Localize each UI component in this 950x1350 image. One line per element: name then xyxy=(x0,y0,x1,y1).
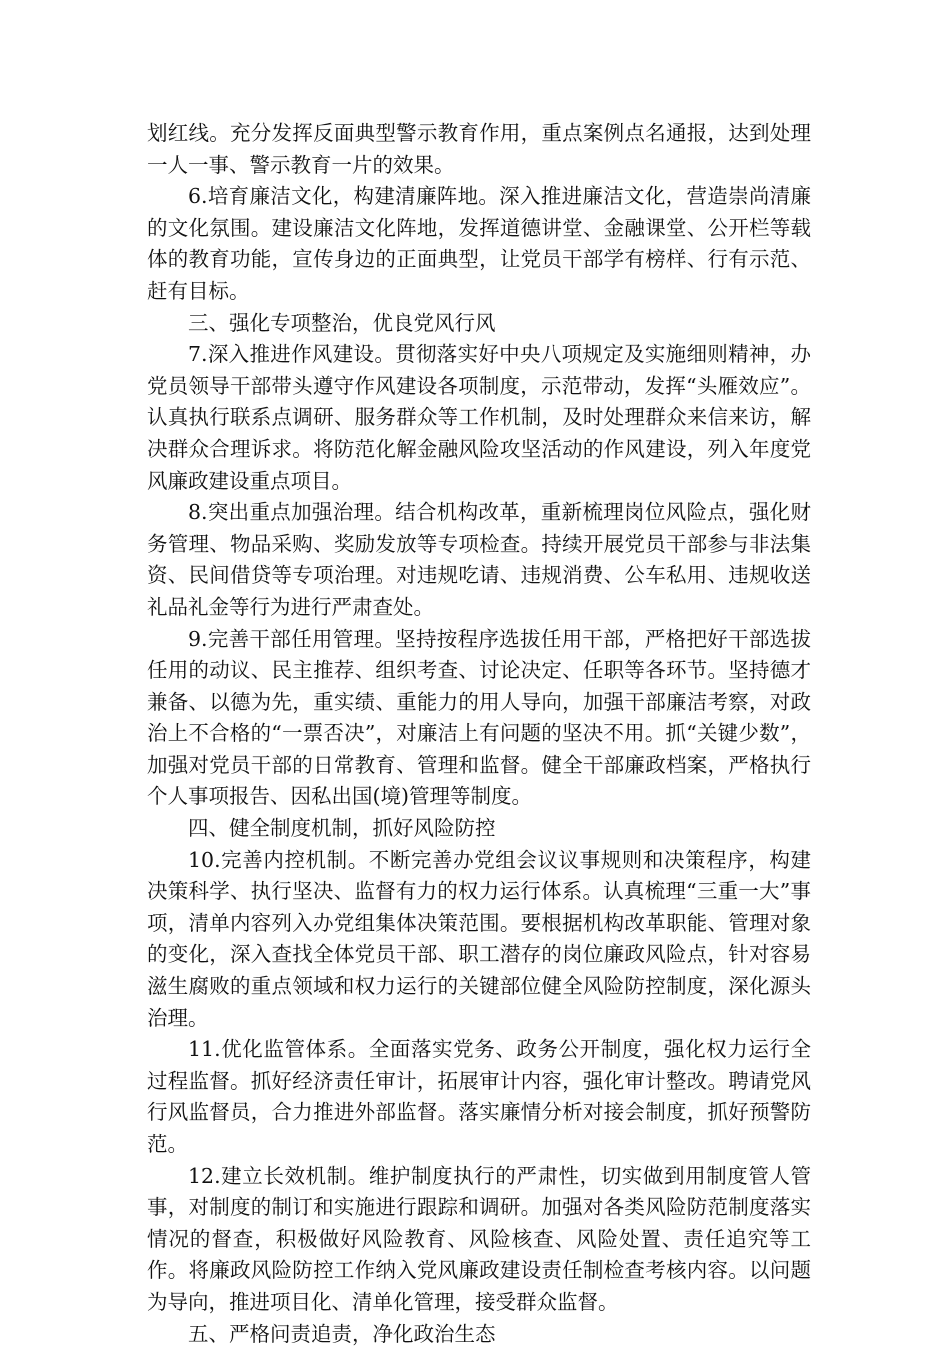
paragraph-item-12: 12.建立长效机制。维护制度执行的严肃性，切实做到用制度管人管事，对制度的制订和实施进行跟踪和调研。加强对各类风险防范制度落实情况的督查，积极做好风险教育、风险核查、风险处置、责任追究等工作。将廉政风险防控工作纳入党风廉政建设责任制检查考核内容。以问题为导向，推进项目化、清单化管理，接受群众监督。 xyxy=(147,1163,811,1314)
document-page xyxy=(147,118,811,1350)
paragraph-item-10: 10.完善内控机制。不断完善办党组会议议事规则和决策程序，构建决策科学、执行坚决、监督有力的权力运行体系。认真梳理“三重一大”事项，清单内容列入办党组集体决策范围。要根据机构改革职能、管理对象的变化，深入查找全体党员干部、职工潜存的岗位廉政风险点，针对容易滋生腐败的重点领域和权力运行的关键部位健全风险防控制度，深化源头治理。 xyxy=(147,847,811,1030)
paragraph-item-8: 8.突出重点加强治理。结合机构改革，重新梳理岗位风险点，强化财务管理、物品采购、奖励发放等专项检查。持续开展党员干部参与非法集资、民间借贷等专项治理。对违规吃请、违规消费、公车私用、违规收送礼品礼金等行为进行严肃查处。 xyxy=(147,500,811,619)
section-heading-3: 三、强化专项整治，优良党风行风 xyxy=(188,310,496,335)
section-heading-4: 四、健全制度机制，抓好风险防控 xyxy=(188,816,496,841)
paragraph-item-9: 9.完善干部任用管理。坚持按程序选拔任用干部，严格把好干部选拔任用的动议、民主推荐、组织考查、讨论决定、任职等各环节。坚持德才兼备、以德为先，重实绩、重能力的用人导向，加强干部廉洁考察，对政治上不合格的“一票否决”，对廉洁上有问题的坚决不用。抓“关键少数”，加强对党员干部的日常教育、管理和监督。健全干部廉政档案，严格执行个人事项报告、因私出国(境)管理等制度。 xyxy=(147,626,811,809)
section-heading-5: 五、严格问责追责，净化政治生态 xyxy=(188,1321,496,1346)
paragraph-item-6: 6.培育廉洁文化，构建清廉阵地。深入推进廉洁文化，营造崇尚清廉的文化氛围。建设廉洁文化阵地，发挥道德讲堂、金融课堂、公开栏等载体的教育功能，宣传身边的正面典型，让党员干部学有榜样、行有示范、赶有目标。 xyxy=(147,184,811,303)
paragraph-item-7: 7.深入推进作风建设。贯彻落实好中央八项规定及实施细则精神，办党员领导干部带头遵守作风建设各项制度，示范带动，发挥“头雁效应”。认真执行联系点调研、服务群众等工作机制，及时处理群众来信来访，解决群众合理诉求。将防范化解金融风险攻坚活动的作风建设，列入年度党风廉政建设重点项目。 xyxy=(147,342,811,493)
paragraph-item-11: 11.优化监管体系。全面落实党务、政务公开制度，强化权力运行全过程监督。抓好经济责任审计，拓展审计内容，强化审计整改。聘请党风行风监督员，合力推进外部监督。落实廉情分析对接会制度，抓好预警防范。 xyxy=(147,1037,811,1156)
paragraph-continuation: 划红线。充分发挥反面典型警示教育作用，重点案例点名通报，达到处理一人一事、警示教育一片的效果。 xyxy=(147,121,811,177)
